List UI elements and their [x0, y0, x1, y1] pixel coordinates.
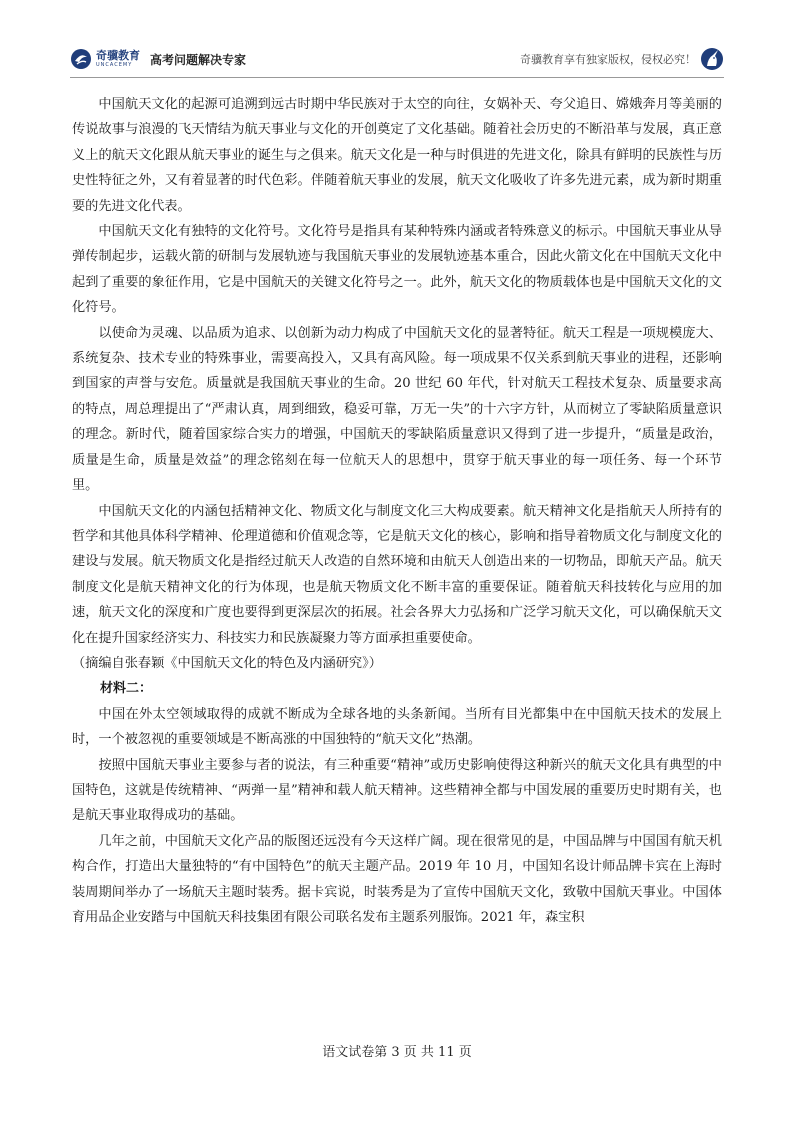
page-header	[70, 44, 724, 74]
paragraph: 中国在外太空领域取得的成就不断成为全球各地的头条新闻。当所有目光都集中在中国航天技术的发展上时，一个被忽视的重要领域是不断高涨的中国独特的“航天文化”热潮。	[72, 706, 722, 748]
paragraph: 中国航天文化有独特的文化符号。文化符号是指具有某种特殊内涵或者特殊意义的标示。中国航天事业从导弹传制起步，运载火箭的研制与发展轨迹与我国航天事业的发展轨迹基本重合，因此火箭文化在中国航天文化中起到了重要的象征作用，它是中国航天的关键文化符号之一。此外，航天文化的物质载体也是中国航天文化的文化符号。	[72, 224, 722, 316]
paragraph: 以使命为灵魂、以品质为追求、以创新为动力构成了中国航天文化的显著特征。航天工程是一项规模庞大、系统复杂、技术专业的特殊事业，需要高投入，又具有高风险。每一项成果不仅关系到航天事业的进程，还影响到国家的声誉与安危。质量就是我国航天事业的生命。20 世纪 60 年代，针对航天工程技术复杂、质量要求高的特点，周总理提出了“严肃认真，周到细致，稳妥可靠，万无一失”的十六字方针，从而树立了零缺陷质量意识的理念。新时代，随着国家综合实力的增强，中国航天的零缺陷质量意识又得到了进一步提升，“质量是政治，质量是生命，质量是效益”的理念铭刻在每一位航天人的思想中，贯穿于航天事业的每一项任务、每一个环节里。	[72, 325, 722, 494]
paragraph: 几年之前，中国航天文化产品的版图还远没有今天这样广阔。现在很常见的是，中国品牌与中国国有航天机构合作，打造出大量独特的“有中国特色”的航天主题产品。2019 年 10 月，中国知名设计师品牌卡宾在上海时装周期间举办了一场航天主题时装秀。据卡宾说，时装秀是为了宣传中国航天文化，致敬中国航天事业。中国体育用品企业安踏与中国航天科技集团有限公司联名发布主题系列服饰。2021 年，森宝积	[72, 833, 722, 925]
brand-subtitle: UNCACEMY	[96, 62, 133, 68]
page-footer: 语文试卷第 3 页 共 11 页	[322, 1045, 472, 1060]
paragraph: 中国航天文化的起源可追溯到远古时期中华民族对于太空的向往，女娲补天、夸父追日、嫦娥奔月等美丽的传说故事与浪漫的飞天情结为航天事业与文化的开创奠定了文化基础。随着社会历史的不断沿革与发展，真正意义上的航天文化跟从航天事业的诞生与之俱来。航天文化是一种与时俱进的先进文化，除具有鲜明的民族性与历史性特征之外，又有着显著的时代色彩。伴随着航天事业的发展，航天文化吸收了许多先进元素，成为新时期重要的先进文化代表。	[72, 97, 722, 214]
copyright-text: 奇骥教育享有独家版权，侵权必究！	[520, 53, 696, 66]
copyright-notice	[520, 47, 724, 71]
brand	[70, 48, 246, 70]
brand-name: 奇骥教育	[96, 49, 140, 62]
paragraph: 按照中国航天事业主要参与者的说法，有三种重要“精神”或历史影响使得这种新兴的航天文化具有典型的中国特色，这就是传统精神、“两弹一星”精神和载人航天精神。这些精神全都与中国发展的重要历史时期有关，也是航天事业取得成功的基础。	[72, 757, 722, 824]
source-citation: （摘编自张春颖《中国航天文化的特色及内涵研究》）	[72, 655, 382, 671]
header-rule	[70, 77, 724, 78]
brand-tagline: 高考问题解决专家	[150, 52, 247, 67]
brand-logo-icon	[70, 48, 92, 70]
paragraph: 中国航天文化的内涵包括精神文化、物质文化与制度文化三大构成要素。航天精神文化是指航天人所持有的哲学和其他具体科学精神、伦理道德和价值观念等，它是航天文化的核心，影响和指导着物质文化与制度文化的建设与发展。航天物质文化是指经过航天人改造的自然环境和由航天人创造出来的一切物品，即航天产品。航天制度文化是航天精神文化的行为体现，也是航天物质文化不断丰富的重要保证。随着航天科技转化与应用的加速，航天文化的深度和广度也要得到更深层次的拓展。社会各界大力弘扬和广泛学习航天文化，可以确保航天文化在提升国家经济实力、科技实力和民族凝聚力等方面承担重要使命。	[72, 503, 722, 646]
document-body	[72, 92, 722, 930]
unicorn-logo-icon	[700, 47, 724, 71]
section-heading: 材料二：	[100, 681, 153, 697]
